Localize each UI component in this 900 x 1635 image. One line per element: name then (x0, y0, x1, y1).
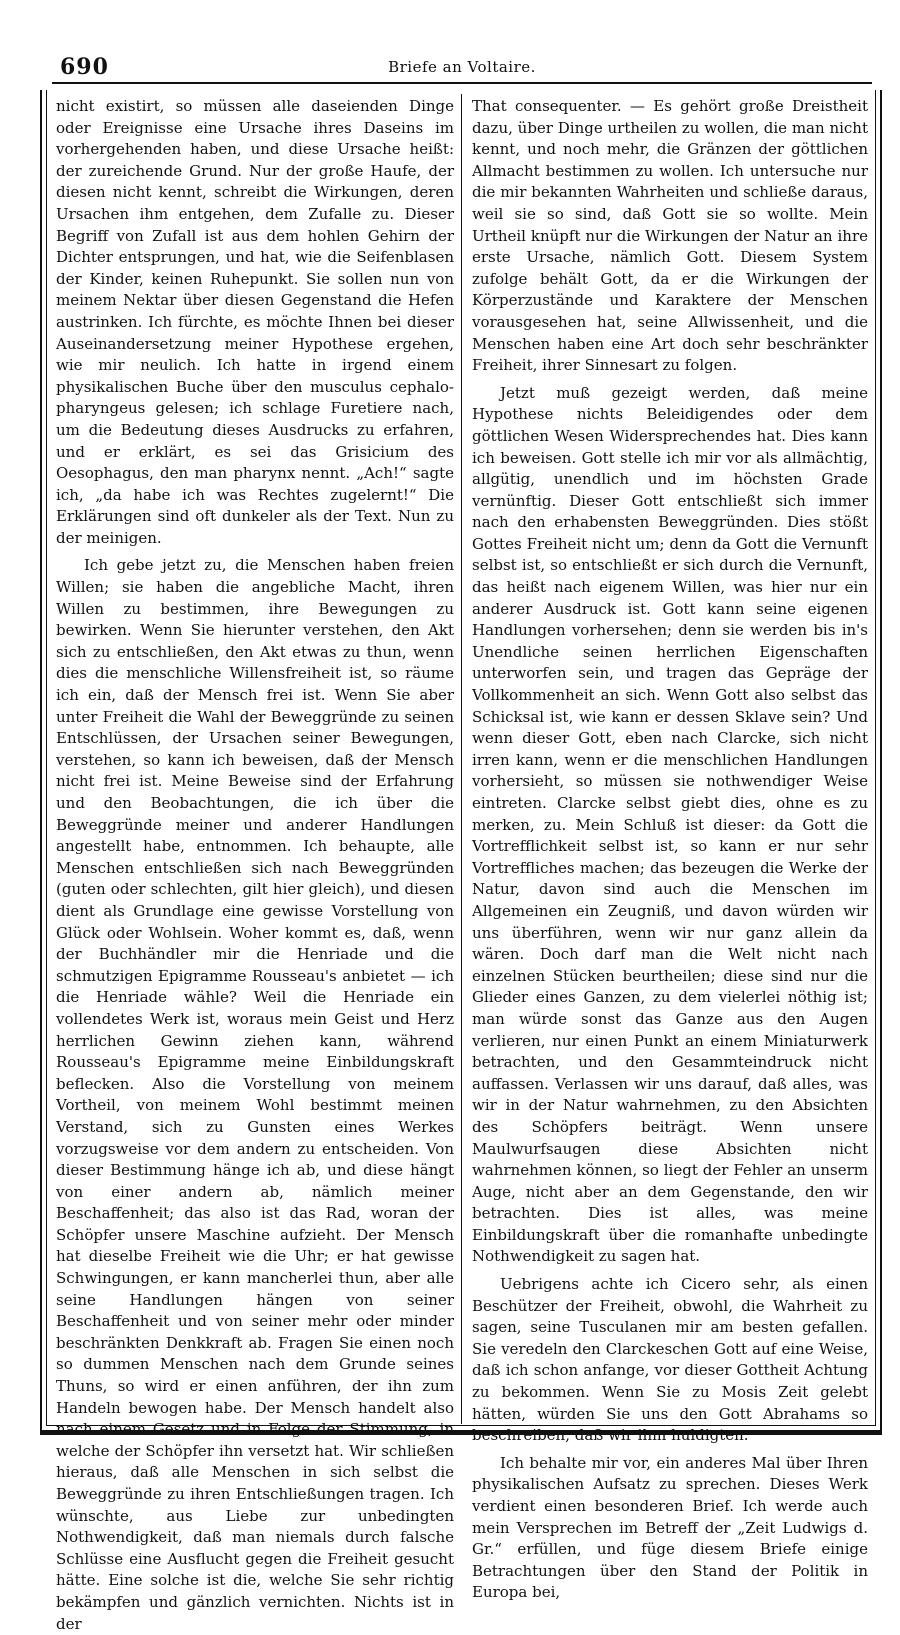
paragraph: That consequenter. — Es gehört große Dreistheit dazu, über Dinge urtheilen zu wollen, die man nicht kennt, und noch mehr, die Gränzen der göttlichen Allmacht bestimmen zu wollen. Ich untersuche nur die mir bekannten Wahrheiten und schließe daraus, weil sie so sind, daß Gott sie so wollte. Mein Urtheil knüpft nur die Wirkungen der Natur an ihre erste Ursache, nämlich Gott. Diesem System zufolge behält Gott, da er die Wirkungen der Körperzustände und Karaktere der Menschen vorausgesehen hat, seine Allwissenheit, und die Menschen haben eine Art doch sehr beschränkter Freiheit, ihrer Sinnesart zu folgen. (472, 97, 868, 375)
paragraph: Jetzt muß gezeigt werden, daß meine Hypothese nichts Beleidigendes oder dem göttlichen Wesen Widersprechendes hat. Dies kann ich beweisen. Gott stelle ich mir vor als allmächtig, allgütig, unendlich und im höchsten Grade vernünftig. Dieser Gott entschließt sich immer nach den erhabensten Beweggründen. Dies stößt Gottes Freiheit nicht um; denn da Gott die Vernunft selbst ist, so entschließt er sich durch die Vernunft, das heißt nach eigenem Willen, was hier nur ein anderer Ausdruck ist. Gott kann seine eigenen Handlungen vorhersehen; denn sie werden bis in's Unendliche seinen herrlichen Eigenschaften unterworfen sein, und tragen das Gepräge der Vollkommenheit an sich. Wenn Gott also selbst das Schicksal ist, wie kann er dessen Sklave sein? Und wenn dieser Gott, eben nach Clarcke, sich nicht irren kann, wenn er die menschlichen Handlungen vorhersieht, so müssen sie nothwendiger Weise eintreten. Clarcke selbst giebt dies, ohne es zu merken, zu. Mein Schluß ist dieser: da Gott die Vortrefflichkeit selbst ist, so kann er nur sehr Vortreffliches machen; das bezeugen die Werke der Natur, davon sind auch die Menschen im Allgemeinen ein Zeugniß, und davon würden wir uns überführen, wenn wir nur ganz allein da wären. Doch darf man die Welt nicht nach einzelnen Stücken beurtheilen; diese sind nur die Glieder eines Ganzen, zu dem vielerlei nöthig ist; man würde sonst das Ganze aus den Augen verlieren, nur einen Punkt an einem Miniaturwerk betrachten, und den Gesammteindruck nicht auffassen. Verlassen wir uns darauf, daß alles, was wir in der Natur wahrnehmen, zu den Absichten des Schöpfers beiträgt. Wenn unsere Maulwurfsaugen diese Absichten nicht wahrnehmen können, so liegt der Fehler an unserm Auge, nicht aber an dem Gegenstande, den wir betrachten. Dies ist alles, was meine Einbildungskraft über die romanhafte unbedingte Nothwendigkeit zu sagen hat. (472, 383, 868, 1266)
book-page (40, 50, 882, 1633)
paragraph: Ich behalte mir vor, ein anderes Mal über Ihren physikalischen Aufsatz zu sprechen. Dieses Werk verdient einen besonderen Brief. Ich werde auch mein Versprechen im Betreff der „Zeit Ludwigs d. Gr.“ erfüllen, und füge diesem Briefe einige Betrachtungen über den Stand der Politik in Europa bei, (472, 1453, 868, 1602)
running-title: Briefe an Voltaire. (388, 58, 536, 76)
page-number: 690 (60, 54, 109, 80)
paragraph: nicht existirt, so müssen alle daseienden Dinge oder Ereignisse eine Ursache ihres Daseins im vorhergehenden haben, und diese Ursache heißt: der zureichende Grund. Nur der große Haufe, der diesen nicht kennt, schreibt die Wirkungen, deren Ursachen ihm entgehen, dem Zufalle zu. Dieser Begriff von Zufall ist aus dem hohlen Gehirn der Dichter entsprungen, und hat, wie die Seifenblasen der Kinder, keinen Ruhepunkt. Sie sollen nun von meinem Nektar über diesen Gegenstand die Hefen austrinken. Ich fürchte, es möchte Ihnen bei dieser Auseinandersetzung meiner Hypothese ergehen, wie mir neulich. Ich hatte in irgend einem physikalischen Buche über den musculus cephalo-pharyngeus gelesen; ich schlage Furetiere nach, um die Bedeutung dieses Ausdrucks zu erfahren, und er erklärt, es sei das Grisicium des Oesophagus, den man pharynx nennt. „Ach!“ sagte ich, „da habe ich was Rechtes zugelernt!“ Die Erklärungen sind oft dunkeler als der Text. Nun zu der meinigen. (56, 97, 454, 547)
column-divider (461, 94, 462, 1424)
paragraph: Ich gebe jetzt zu, die Menschen haben freien Willen; sie haben die angebliche Macht, ihren Willen zu bestimmen, ihre Bewegungen zu bewirken. Wenn Sie hierunter verstehen, den Akt sich zu entschließen, den Akt etwas zu thun, wenn dies die menschliche Willensfreiheit ist, so räume ich ein, daß der Mensch frei ist. Wenn Sie aber unter Freiheit die Wahl der Beweggründe zu seinen Entschlüssen, der Ursachen seiner Bewegungen, verstehen, so kann ich beweisen, daß der Mensch nicht frei ist. Meine Beweise sind der Erfahrung und den Beobachtungen, die ich über die Beweggründe meiner und anderer Handlungen angestellt habe, entnommen. Ich behaupte, alle Menschen entschließen sich nach Beweggründen (guten oder schlechten, gilt hier gleich), und diesen dient als Grundlage eine gewisse Vorstellung von Glück oder Wohlsein. Woher kommt es, daß, wenn der Buchhändler mir die Henriade und die schmutzigen Epigramme Rousseau's anbietet — ich die Henriade wähle? Weil die Henriade ein vollendetes Werk ist, woraus mein Geist und Herz herrlichen Gewinn ziehen kann, während Rousseau's Epigramme meine Einbildungskraft beflecken. Also die Vorstellung von meinem Vortheil, von meinem Wohl bestimmt meinen Verstand, sich zu Gunsten eines Werkes vorzugsweise vor dem andern zu entscheiden. Von dieser Bestimmung hänge ich ab, und diese hängt von einer andern ab, nämlich meiner Beschaffenheit; das also ist das Rad, woran der Schöpfer unsere Maschine aufzieht. Der Mensch hat dieselbe Freiheit wie die Uhr; er hat gewisse Schwingungen, er kann mancherlei thun, aber alle seine Handlungen hängen von seiner Beschaffenheit und von seiner mehr oder minder beschränkten Denkkraft ab. Fragen Sie einen noch so dummen Menschen nach dem Grunde seines Thuns, so wird er einen anführen, der ihn zum Handeln bewogen habe. Der Mensch handelt also nach einem Gesetz und in Folge der Stimmung, in welche der Schöpfer ihn versetzt hat. Wir schließen hieraus, daß alle Menschen in sich selbst die Beweggründe zu ihren Entschließungen tragen. Ich wünschte, aus Liebe zur unbedingten Nothwendigkeit, daß man niemals durch falsche Schlüsse eine Ausflucht gegen die Freiheit gesucht hätte. Eine solche ist die, welche Sie sehr richtig bekämpfen und gänzlich vernichten. Nichts ist in der (56, 556, 454, 1633)
text-frame (40, 90, 882, 1633)
left-column (56, 96, 454, 1633)
page-header (52, 50, 872, 84)
paragraph: Uebrigens achte ich Cicero sehr, als einen Beschützer der Freiheit, obwohl, die Wahrheit zu sagen, seine Tusculanen mir am besten gefallen. Sie veredeln den Clarckeschen Gott auf eine Weise, daß ich schon anfange, vor dieser Gottheit Achtung zu bekommen. Wenn Sie zu Mosis Zeit gelebt hätten, würden Sie uns den Gott Abrahams so beschreiben, daß wir ihm huldigten. (472, 1275, 868, 1445)
right-column (472, 96, 868, 1602)
